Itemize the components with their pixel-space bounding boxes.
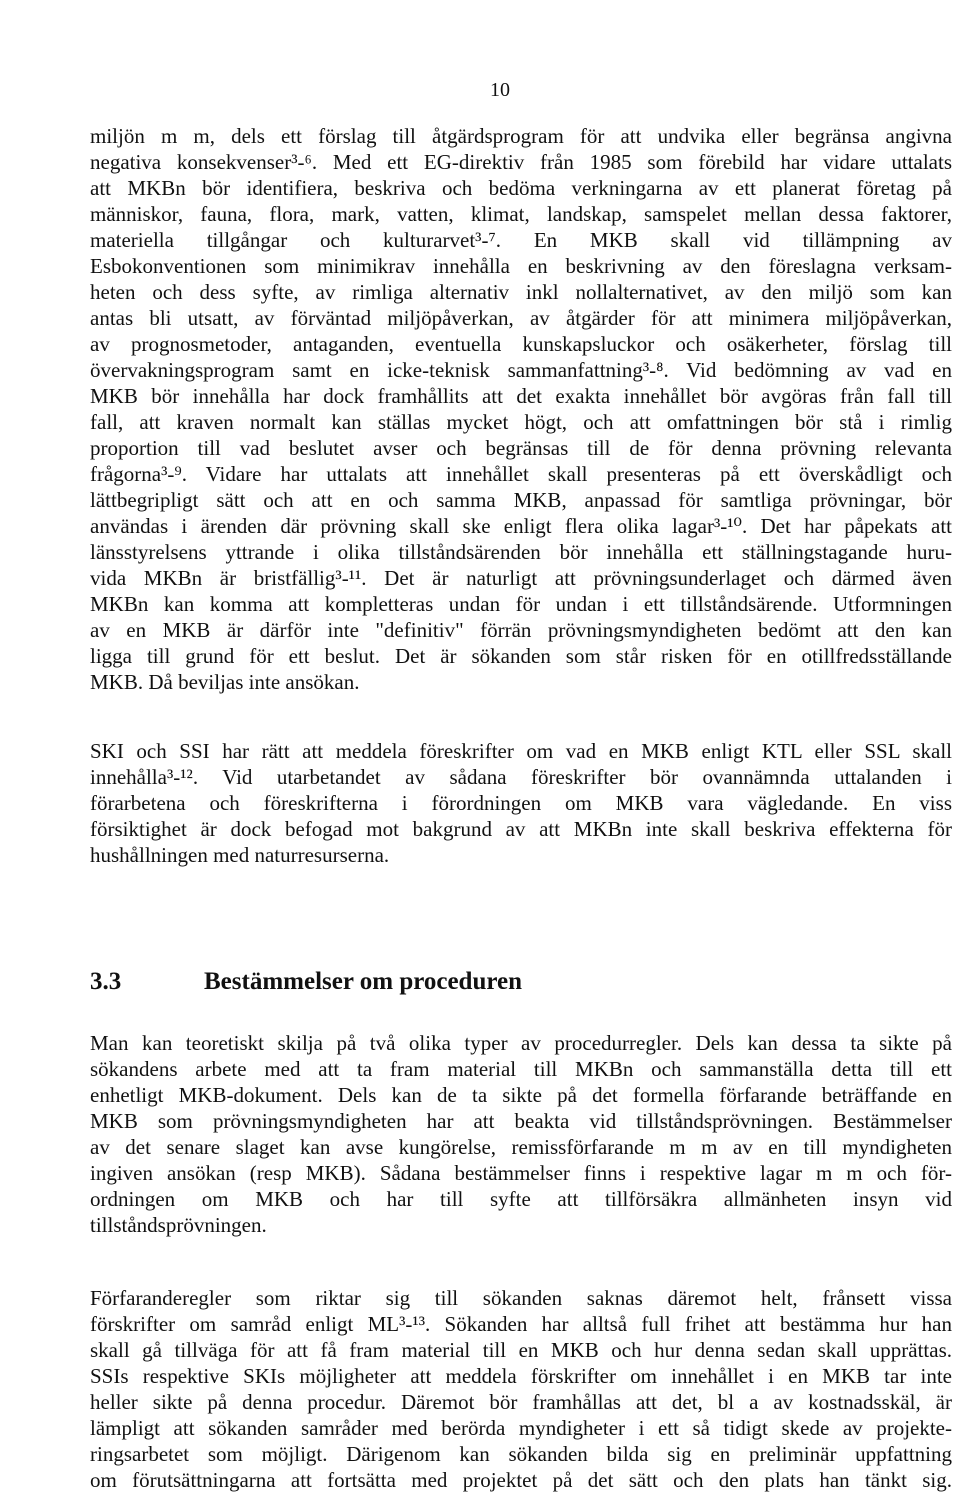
text-line: sökandens arbete med att ta fram material till MKBn och sammanställa detta till ett [90,1057,952,1081]
text-line: förarbetena och föreskrifterna i förordningen om MKB vara vägledande. En viss [90,791,952,815]
text-line: MKB bör innehålla har dock framhållits att det exakta innehållet bör avgöras från fall till [90,384,952,408]
text-line: ligga till grund för ett beslut. Det är sökanden som står risken för en otillfredsställande [90,644,952,668]
text-line: negativa konsekvenser³‑⁶. Med ett EG-direktiv från 1985 som förebild har vidare uttalats [90,150,952,174]
text-line: ingiven ansökan (resp MKB). Sådana bestämmelser finns i respektive lagar m m och för- [90,1161,952,1185]
text-line: SSIs respektive SKIs möjligheter att meddela förskrifter om innehållet i en MKB tar inte [90,1364,952,1388]
text-line: övervakningsprogram samt en icke-teknisk sammanfattning³‑⁸. Vid bedömning av vad en [90,358,952,382]
text-line: SKI och SSI har rätt att meddela föreskrifter om vad en MKB enligt KTL eller SSL skall [90,739,952,763]
text-line: frågorna³‑⁹. Vidare har uttalats att innehållet skall presenteras på ett överskådligt och [90,462,952,486]
text-line: innehålla³‑¹². Vid utarbetandet av sådana föreskrifter bör ovannämnda uttalanden i [90,765,952,789]
text-line: länsstyrelsens yttrande i olika tillståndsärenden bör innehålla ett ställningstagande huru- [90,540,952,564]
text-line: om förutsättningarna att fortsätta med projektet på det sätt och den plats han tänkt sig. [90,1468,952,1492]
text-line: vida MKBn är bristfällig³‑¹¹. Det är naturligt att prövningsunderlaget och därmed även [90,566,952,590]
text-line: Förfaranderegler som riktar sig till sökanden saknas däremot helt, frånsett vissa [90,1286,952,1310]
text-line: materiella tillgångar och kulturarvet³‑⁷. En MKB skall vid tillämpning av [90,228,952,252]
text-line: lättbegripligt sätt och att en och samma MKB, anpassad för samtliga prövningar, bör [90,488,952,512]
text-line: heten och dess syfte, av rimliga alternativ inkl nollalternativet, av den miljö som kan [90,280,952,304]
text-line: heller sikte på denna procedur. Däremot bör framhållas att det, bl a av kostnadsskäl, är [90,1390,952,1414]
text-line: antas bli utsatt, av förväntad miljöpåverkan, av åtgärder för att minimera miljöpåverkan, [90,306,952,330]
section-title: Bestämmelser om proceduren [204,968,523,995]
text-line: enhetligt MKB-dokument. Dels kan de ta sikte på det formella förfarande beträffande en [90,1083,952,1107]
page-number: 10 [490,79,510,101]
text-line: ordningen om MKB och har till syfte att tillförsäkra allmänheten insyn vid [90,1187,952,1211]
text-line: försiktighet är dock befogad mot bakgrund av att MKBn inte skall beskriva effekterna för [90,817,952,841]
text-line: proportion till vad beslutet avser och begränsas till de för denna prövning relevanta [90,436,952,460]
text-line: MKBn kan komma att kompletteras undan för undan i ett tillståndsärende. Utformningen [90,592,952,616]
text-line: förskrifter om samråd enligt ML³‑¹³. Sökanden har alltså full frihet att bestämma hur han [90,1312,952,1336]
text-line: ringsarbetet som möjligt. Därigenom kan sökanden bilda sig en preliminär uppfattning [90,1442,952,1466]
text-line: fall, att kraven normalt kan ställas mycket högt, och att omfattningen bör stå i rimlig [90,410,952,434]
text-line: användas i ärenden där prövning skall ske enligt flera olika lagar³‑¹⁰. Det har påpekats att [90,514,952,538]
text-line: av prognosmetoder, antaganden, eventuella kunskapsluckor och osäkerheter, förslag till [90,332,952,356]
text-line: skall gå tillväga för att få fram material till en MKB och hur denna sedan skall upprättas. [90,1338,952,1362]
text-line: MKB som prövningsmyndigheten har att beakta vid tillståndsprövningen. Bestämmelser [90,1109,952,1133]
text-line: MKB. Då beviljas inte ansökan. [90,670,360,694]
section-number: 3.3 [90,968,122,995]
text-line: av en MKB är därför inte "definitiv" förrän prövningsmyndigheten bedömt att den kan [90,618,952,642]
text-line: miljön m m, dels ett förslag till åtgärdsprogram för att undvika eller begränsa angivna [90,124,952,148]
text-line: lämpligt att sökanden samråder med berörda myndigheter i ett så tidigt skede av projekte- [90,1416,952,1440]
text-line: Man kan teoretiskt skilja på två olika typer av procedurregler. Dels kan dessa ta sikte på [90,1031,952,1055]
text-line: av det senare slaget kan avse kungörelse, remissförfarande m m av en till myndigheten [90,1135,952,1159]
text-line: att MKBn bör identifiera, beskriva och bedöma verkningarna av ett planerat företag på [90,176,952,200]
text-line: hushållningen med naturresurserna. [90,843,390,867]
text-line: tillståndsprövningen. [90,1213,267,1237]
text-line: människor, fauna, flora, mark, vatten, klimat, landskap, samspelet mellan dessa faktorer, [90,202,952,226]
text-line: Esbokonventionen som minimikrav innehålla en beskrivning av den föreslagna verksam- [90,254,952,278]
